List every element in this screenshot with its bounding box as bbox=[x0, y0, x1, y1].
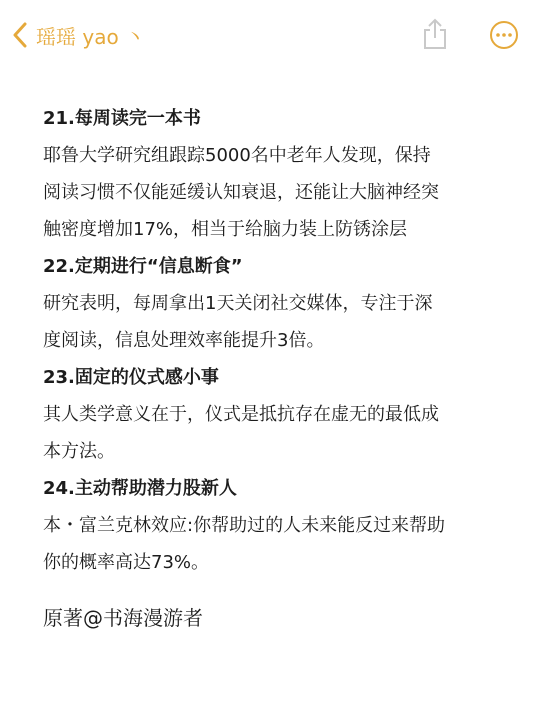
share-button[interactable] bbox=[421, 18, 449, 50]
signature: 原著@书海漫游者 bbox=[43, 606, 203, 630]
paragraph-line: 触密度增加17%，相当于给脑力装上防锈涂层 bbox=[43, 219, 408, 240]
paragraph-line: 阅读习惯不仅能延缓认知衰退，还能让大脑神经突 bbox=[43, 182, 439, 203]
paragraph-line: 其人类学意义在于，仪式是抵抗存在虚无的最低成 bbox=[43, 404, 439, 425]
article-body bbox=[43, 100, 513, 581]
top-nav-bar bbox=[0, 0, 540, 70]
paragraph-line: 度阅读，信息处理效率能提升3倍。 bbox=[43, 330, 325, 351]
author-name: 瑶瑶 yao 丶 bbox=[36, 24, 146, 49]
section-heading: 21.每周读完一本书 bbox=[43, 108, 201, 129]
paragraph-line: 你的概率高达73%。 bbox=[43, 552, 210, 573]
chevron-left-icon bbox=[12, 22, 28, 48]
paragraph-line: 本方法。 bbox=[43, 441, 115, 462]
share-icon bbox=[421, 35, 449, 54]
paragraph-line: 本・富兰克林效应:你帮助过的人未来能反过来帮助 bbox=[43, 515, 446, 536]
more-button[interactable] bbox=[489, 20, 519, 50]
paragraph-line: 研究表明，每周拿出1天关闭社交媒体，专注于深 bbox=[43, 293, 433, 314]
more-circle-icon bbox=[489, 35, 519, 54]
section-heading: 23.固定的仪式感小事 bbox=[43, 367, 219, 388]
section-heading: 24.主动帮助潜力股新人 bbox=[43, 478, 237, 499]
back-button[interactable] bbox=[12, 20, 145, 50]
section-heading: 22.定期进行“信息断食” bbox=[43, 256, 243, 277]
paragraph-line: 耶鲁大学研究组跟踪5000名中老年人发现，保持 bbox=[43, 145, 431, 166]
